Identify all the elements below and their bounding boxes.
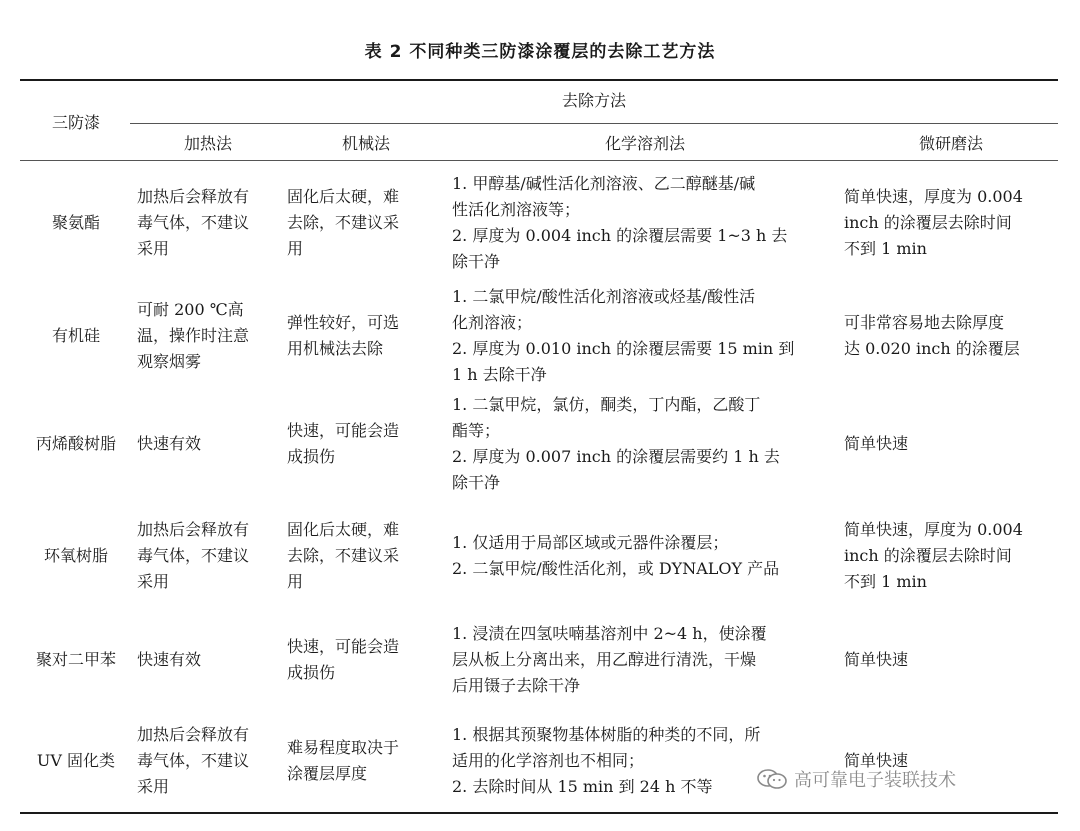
cell-line: 观察烟雾 <box>137 352 202 371</box>
cell-heat <box>137 517 279 595</box>
cell-mech <box>287 517 445 595</box>
watermark <box>756 766 956 792</box>
cell-line: 用 <box>287 239 304 258</box>
cell-line: 1 h 去除干净 <box>452 365 547 384</box>
cell-line: 简单快速，厚度为 0.004 <box>844 187 1023 206</box>
cell-line: 成损伤 <box>287 447 336 466</box>
cell-line: 可耐 200 ℃高 <box>137 300 244 319</box>
group-underline <box>130 123 1058 124</box>
cell-line: 毒气体，不建议 <box>137 546 250 565</box>
cell-line: inch 的涂覆层去除时间 <box>844 213 1012 232</box>
cell-line: 简单快速 <box>844 650 909 669</box>
cell-micro <box>844 310 1058 362</box>
cell-line: inch 的涂覆层去除时间 <box>844 546 1012 565</box>
cell-line: 去除，不建议采 <box>287 546 400 565</box>
cell-line: 快速，可能会造 <box>287 421 400 440</box>
cell-line: 用机械法去除 <box>287 339 384 358</box>
top-rule <box>20 79 1058 81</box>
row-name: 聚对二甲苯 <box>35 650 116 669</box>
cell-line: 固化后太硬，难 <box>287 187 400 206</box>
cell-micro <box>844 184 1058 262</box>
cell-line: 除干净 <box>452 473 501 492</box>
cell-line: 毒气体，不建议 <box>137 213 250 232</box>
cell-micro <box>844 431 1058 457</box>
cell-line: 快速有效 <box>137 650 202 669</box>
cell-line: 达 0.020 inch 的涂覆层 <box>844 339 1020 358</box>
cell-chem <box>452 392 838 496</box>
cell-line: 后用镊子去除干净 <box>452 676 581 695</box>
cell-line: 1. 仅适用于局部区域或元器件涂覆层； <box>452 533 729 552</box>
table-caption: 表 2 不同种类三防漆涂覆层的去除工艺方法 <box>364 42 716 62</box>
row-name: UV 固化类 <box>36 751 116 770</box>
cell-chem <box>452 284 838 388</box>
cell-line: 弹性较好，可选 <box>287 313 400 332</box>
cell-mech <box>287 184 445 262</box>
cell-line: 毒气体，不建议 <box>137 751 250 770</box>
header-col-heat: 加热法 <box>183 134 232 153</box>
cell-line: 难易程度取决于 <box>287 738 400 757</box>
cell-line: 采用 <box>137 572 170 591</box>
cell-micro <box>844 517 1058 595</box>
header-col-micro: 微研磨法 <box>918 134 983 153</box>
cell-line: 用 <box>287 572 304 591</box>
cell-chem <box>452 530 838 582</box>
cell-line: 采用 <box>137 239 170 258</box>
cell-chem <box>452 171 838 275</box>
cell-line: 成损伤 <box>287 663 336 682</box>
wechat-icon <box>756 768 788 790</box>
cell-chem <box>452 621 838 699</box>
cell-line: 涂覆层厚度 <box>287 764 368 783</box>
cell-micro <box>844 647 1058 673</box>
cell-line: 固化后太硬，难 <box>287 520 400 539</box>
cell-line: 可非常容易地去除厚度 <box>844 313 1005 332</box>
row-name: 丙烯酸树脂 <box>35 434 116 453</box>
cell-line: 2. 去除时间从 15 min 到 24 h 不等 <box>452 777 713 796</box>
cell-line: 2. 厚度为 0.010 inch 的涂覆层需要 15 min 到 <box>452 339 795 358</box>
row-name: 有机硅 <box>51 326 100 345</box>
cell-line: 1. 浸渍在四氢呋喃基溶剂中 2~4 h，使涂覆 <box>452 624 767 643</box>
cell-mech <box>287 418 445 470</box>
cell-mech <box>287 310 445 362</box>
cell-heat <box>137 184 279 262</box>
cell-line: 化剂溶液； <box>452 313 533 332</box>
cell-line: 1. 甲醇基/碱性活化剂溶液、乙二醇醚基/碱 <box>452 174 756 193</box>
cell-heat <box>137 431 279 457</box>
cell-line: 2. 厚度为 0.004 inch 的涂覆层需要 1~3 h 去 <box>452 226 788 245</box>
cell-line: 2. 厚度为 0.007 inch 的涂覆层需要约 1 h 去 <box>452 447 780 466</box>
cell-line: 不到 1 min <box>844 572 927 591</box>
cell-line: 简单快速，厚度为 0.004 <box>844 520 1023 539</box>
cell-line: 层从板上分离出来，用乙醇进行清洗，干燥 <box>452 650 757 669</box>
row-name: 聚氨酯 <box>51 213 100 232</box>
cell-line: 酯等； <box>452 421 501 440</box>
cell-line: 1. 二氯甲烷/酸性活化剂溶液或烃基/酸性活 <box>452 287 756 306</box>
row-name: 环氧树脂 <box>43 546 108 565</box>
header-row-label: 三防漆 <box>51 113 100 132</box>
cell-line: 加热后会释放有 <box>137 187 250 206</box>
cell-line: 除干净 <box>452 252 501 271</box>
bottom-rule <box>20 812 1058 814</box>
cell-mech <box>287 735 445 787</box>
cell-heat <box>137 647 279 673</box>
cell-line: 加热后会释放有 <box>137 725 250 744</box>
cell-line: 简单快速 <box>844 751 909 770</box>
header-col-mech: 机械法 <box>341 134 390 153</box>
cell-line: 快速，可能会造 <box>287 637 400 656</box>
header-rule <box>20 160 1058 161</box>
cell-line: 温，操作时注意 <box>137 326 250 345</box>
cell-line: 去除，不建议采 <box>287 213 400 232</box>
cell-line: 2. 二氯甲烷/酸性活化剂，或 DYNALOY 产品 <box>452 559 780 578</box>
cell-heat <box>137 297 279 375</box>
cell-mech <box>287 634 445 686</box>
header-col-chem: 化学溶剂法 <box>604 134 685 153</box>
cell-line: 简单快速 <box>844 434 909 453</box>
cell-line: 快速有效 <box>137 434 202 453</box>
cell-line: 加热后会释放有 <box>137 520 250 539</box>
cell-line: 性活化剂溶液等； <box>452 200 581 219</box>
cell-line: 采用 <box>137 777 170 796</box>
watermark-text: 高可靠电子装联技术 <box>794 770 956 791</box>
cell-line: 1. 根据其预聚物基体树脂的种类的不同，所 <box>452 725 761 744</box>
header-group-label: 去除方法 <box>561 91 626 110</box>
cell-heat <box>137 722 279 800</box>
cell-line: 1. 二氯甲烷，氯仿，酮类，丁内酯，乙酸丁 <box>452 395 761 414</box>
cell-line: 不到 1 min <box>844 239 927 258</box>
cell-line: 适用的化学溶剂也不相同； <box>452 751 645 770</box>
